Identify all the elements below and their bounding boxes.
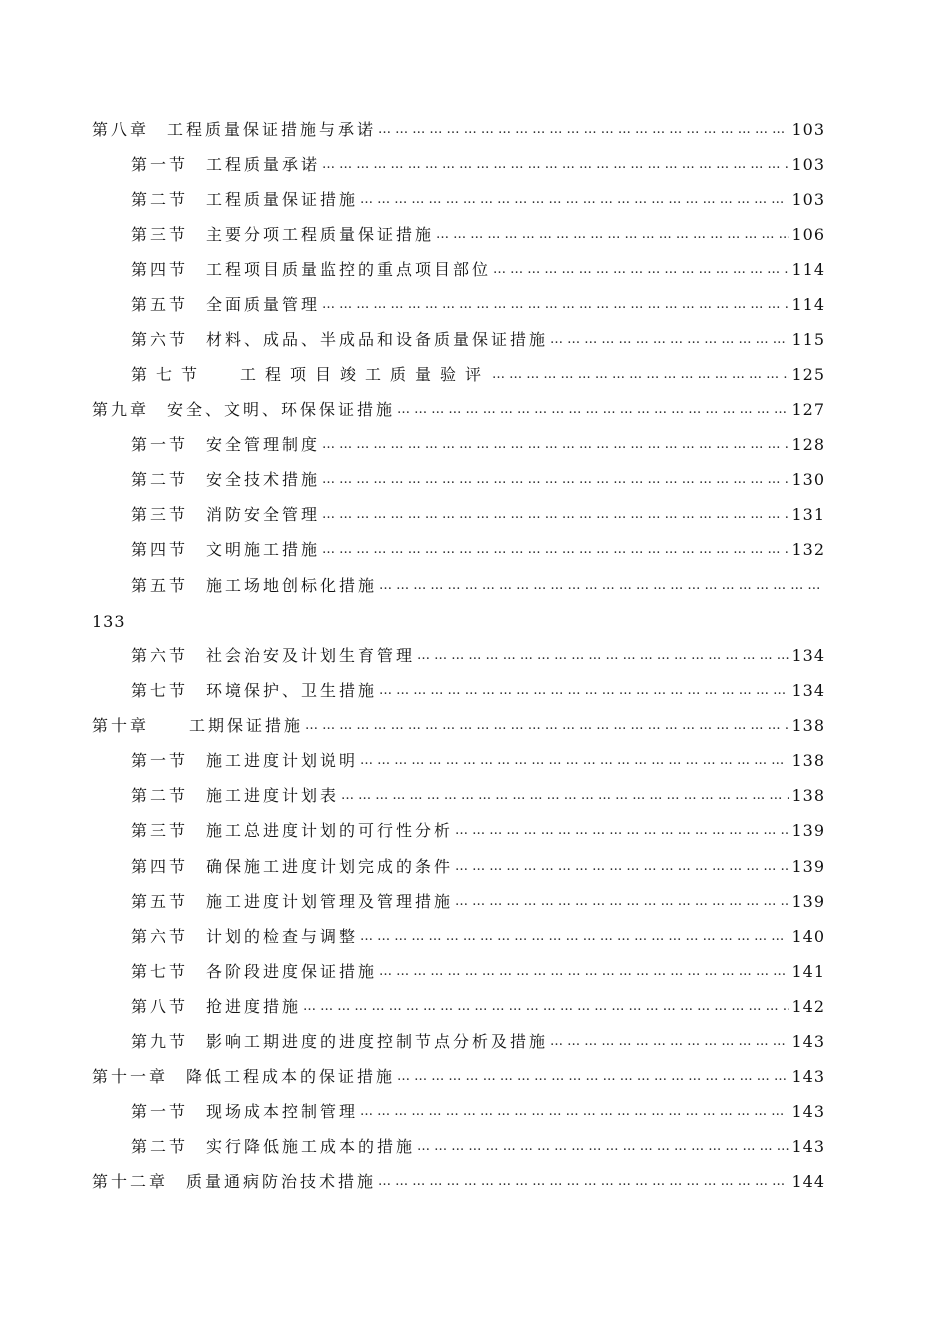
section-number: 第二节 <box>131 786 189 805</box>
section-title: 施工进度计划表 <box>206 786 340 805</box>
dot-leader <box>322 499 789 531</box>
chapter-title: 工程质量保证措施与承诺 <box>167 120 377 139</box>
section-title: 影响工期进度的进度控制节点分析及措施 <box>206 1032 549 1051</box>
page-number: 106 <box>791 225 825 244</box>
section-number: 第一节 <box>131 1102 189 1121</box>
toc-section[interactable] <box>131 851 825 883</box>
toc-section[interactable] <box>131 254 825 286</box>
section-number: 第三节 <box>131 505 189 524</box>
page-number: 130 <box>791 470 825 489</box>
toc-section[interactable] <box>131 1096 825 1128</box>
dot-leader <box>360 745 789 777</box>
page-number: 138 <box>791 751 825 770</box>
dot-leader <box>493 254 789 286</box>
dot-leader <box>455 851 789 883</box>
section-number: 第五节 <box>131 892 189 911</box>
section-number: 第五节 <box>131 295 189 314</box>
page-number: 114 <box>791 295 825 314</box>
page-number: 115 <box>791 330 825 349</box>
section-title: 实行降低施工成本的措施 <box>206 1137 416 1156</box>
page-number: 131 <box>791 505 825 524</box>
toc-section[interactable] <box>131 184 825 216</box>
section-number: 第一节 <box>131 751 189 770</box>
toc-section[interactable] <box>131 149 825 181</box>
section-title: 现场成本控制管理 <box>206 1102 359 1121</box>
page-number: 138 <box>791 786 825 805</box>
chapter-title: 降低工程成本的保证措施 <box>186 1067 396 1086</box>
page-number: 142 <box>791 997 825 1016</box>
section-title: 施工进度计划说明 <box>206 751 359 770</box>
page-number: 125 <box>791 365 825 384</box>
page-number: 114 <box>791 260 825 279</box>
toc-section[interactable] <box>131 815 825 847</box>
dot-leader <box>378 1166 789 1198</box>
toc-section[interactable] <box>131 499 825 531</box>
section-title: 抢进度措施 <box>206 997 302 1016</box>
section-number: 第六节 <box>131 927 189 946</box>
toc-section[interactable] <box>131 921 825 953</box>
section-title: 材料、成品、半成品和设备质量保证措施 <box>206 330 549 349</box>
toc-section[interactable] <box>131 464 825 496</box>
section-title: 工程项目竣工质量验评 <box>240 365 491 384</box>
section-title: 确保施工进度计划完成的条件 <box>206 857 454 876</box>
dot-leader <box>550 324 789 356</box>
section-title: 各阶段进度保证措施 <box>206 962 378 981</box>
page-number: 140 <box>791 927 825 946</box>
toc-section[interactable] <box>131 219 825 251</box>
toc-section[interactable] <box>131 1026 825 1058</box>
page-number: 138 <box>791 716 825 735</box>
section-number: 第二节 <box>131 470 189 489</box>
section-number: 第三节 <box>131 225 189 244</box>
section-title: 社会治安及计划生育管理 <box>206 646 416 665</box>
dot-leader <box>305 710 789 742</box>
section-title: 施工进度计划管理及管理措施 <box>206 892 454 911</box>
section-number: 第一节 <box>131 435 189 454</box>
chapter-number: 第十二章 <box>92 1172 169 1191</box>
dot-leader <box>378 114 789 146</box>
dot-leader <box>379 956 789 988</box>
page-number: 133 <box>92 612 126 631</box>
section-title: 文明施工措施 <box>206 540 321 559</box>
dot-leader <box>492 359 789 391</box>
dot-leader <box>341 780 789 812</box>
section-number: 第九节 <box>131 1032 189 1051</box>
dot-leader <box>303 991 789 1023</box>
section-title: 计划的检查与调整 <box>206 927 359 946</box>
toc-section[interactable] <box>131 289 825 321</box>
chapter-number: 第九章 <box>92 400 150 419</box>
section-number: 第四节 <box>131 260 189 279</box>
section-number: 第七节 <box>131 962 189 981</box>
section-number: 第二节 <box>131 190 189 209</box>
dot-leader <box>379 570 821 602</box>
section-number: 第五节 <box>131 576 189 595</box>
section-number: 第四节 <box>131 540 189 559</box>
dot-leader <box>397 394 789 426</box>
section-number: 第一节 <box>131 155 189 174</box>
page-number: 143 <box>791 1032 825 1051</box>
chapter-number: 第十一章 <box>92 1067 169 1086</box>
section-number: 第二节 <box>131 1137 189 1156</box>
page-number: 143 <box>791 1137 825 1156</box>
toc-section[interactable] <box>131 956 825 988</box>
section-title: 安全管理制度 <box>206 435 321 454</box>
section-number: 第六节 <box>131 330 189 349</box>
page-number: 103 <box>791 190 825 209</box>
toc-chapter-9[interactable] <box>92 394 825 426</box>
section-title: 环境保护、卫生措施 <box>206 681 378 700</box>
toc-section[interactable] <box>131 570 821 602</box>
toc-section[interactable] <box>131 429 825 461</box>
toc-section[interactable] <box>131 324 825 356</box>
page-number: 141 <box>791 962 825 981</box>
section-number: 第八节 <box>131 997 189 1016</box>
page-number: 103 <box>791 155 825 174</box>
chapter-title: 工期保证措施 <box>189 716 304 735</box>
section-number: 第三节 <box>131 821 189 840</box>
toc-section[interactable] <box>131 534 825 566</box>
dot-leader <box>360 1096 789 1128</box>
section-number: 第七节 <box>131 681 189 700</box>
page-number: 134 <box>791 646 825 665</box>
dot-leader <box>417 640 789 672</box>
toc-chapter-11[interactable] <box>92 1061 825 1093</box>
toc-section[interactable] <box>131 745 825 777</box>
section-number: 第四节 <box>131 857 189 876</box>
section-title: 施工场地创标化措施 <box>206 576 378 595</box>
page-number: 127 <box>791 400 825 419</box>
page-number: 128 <box>791 435 825 454</box>
section-title: 消防安全管理 <box>206 505 321 524</box>
section-title: 全面质量管理 <box>206 295 321 314</box>
toc-section[interactable] <box>131 780 825 812</box>
section-number: 第七节 <box>131 365 207 384</box>
dot-leader <box>436 219 789 251</box>
section-number: 第六节 <box>131 646 189 665</box>
dot-leader <box>322 149 789 181</box>
toc-section[interactable] <box>131 1131 825 1163</box>
toc-section[interactable] <box>131 886 825 918</box>
dot-leader <box>550 1026 789 1058</box>
toc-section[interactable] <box>131 640 825 672</box>
dot-leader <box>322 289 789 321</box>
dot-leader <box>397 1061 789 1093</box>
toc-section[interactable] <box>131 675 825 707</box>
section-title: 施工总进度计划的可行性分析 <box>206 821 454 840</box>
chapter-title: 质量通病防治技术措施 <box>186 1172 377 1191</box>
dot-leader <box>455 815 789 847</box>
toc-chapter-8[interactable] <box>92 114 825 146</box>
page-number: 139 <box>791 857 825 876</box>
dot-leader <box>455 886 789 918</box>
page-number: 143 <box>791 1102 825 1121</box>
dot-leader <box>360 921 789 953</box>
section-title: 安全技术措施 <box>206 470 321 489</box>
chapter-number: 第八章 <box>92 120 150 139</box>
section-title: 工程质量承诺 <box>206 155 321 174</box>
toc-section[interactable] <box>131 359 825 391</box>
dot-leader <box>322 534 789 566</box>
page-number: 103 <box>791 120 825 139</box>
page-number: 139 <box>791 821 825 840</box>
section-title: 工程项目质量监控的重点项目部位 <box>206 260 492 279</box>
page-number: 143 <box>791 1067 825 1086</box>
dot-leader <box>379 675 789 707</box>
page-number: 134 <box>791 681 825 700</box>
section-title: 主要分项工程质量保证措施 <box>206 225 435 244</box>
toc-section[interactable] <box>131 991 825 1023</box>
page-number: 144 <box>791 1172 825 1191</box>
chapter-number: 第十章 <box>92 716 150 735</box>
dot-leader <box>417 1131 789 1163</box>
chapter-title: 安全、文明、环保保证措施 <box>167 400 396 419</box>
dot-leader <box>322 464 789 496</box>
toc-chapter-10[interactable] <box>92 710 825 742</box>
page-number: 139 <box>791 892 825 911</box>
toc-chapter-12[interactable] <box>92 1166 825 1198</box>
page-number: 132 <box>791 540 825 559</box>
dot-leader <box>322 429 789 461</box>
section-title: 工程质量保证措施 <box>206 190 359 209</box>
dot-leader <box>360 184 789 216</box>
